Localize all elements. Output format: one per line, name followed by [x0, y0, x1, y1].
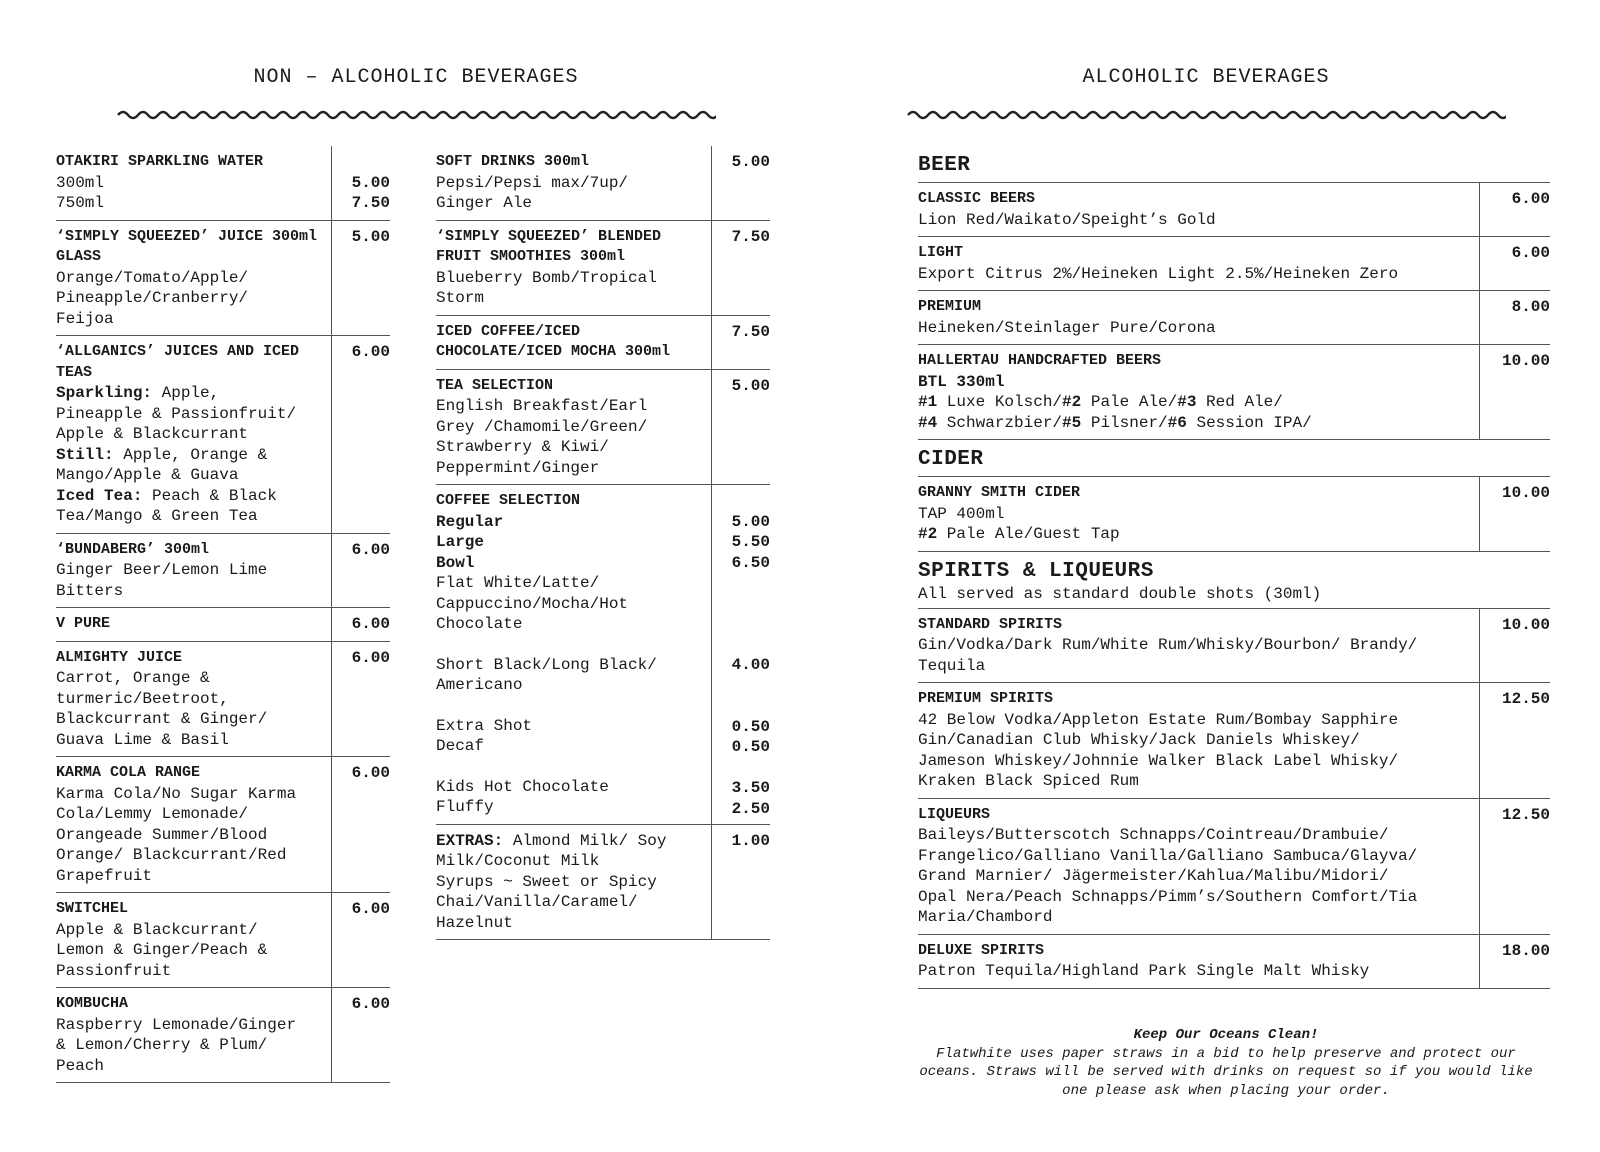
menu-item	[918, 237, 1550, 291]
item-description	[56, 534, 331, 608]
item-line: Grand Marnier/ Jägermeister/Kahlua/Malibu/Midori/	[918, 867, 1389, 885]
item-line: Pepsi/Pepsi max/7up/	[436, 173, 629, 192]
item-price: 1.00	[711, 825, 770, 940]
item-line: Gin/Canadian Club Whisky/Jack Daniels Whiskey/	[918, 731, 1360, 749]
item-line	[56, 506, 323, 527]
item-line	[436, 716, 703, 737]
item-description	[918, 683, 1479, 798]
item-line: Ginger Beer/Lemon Lime	[56, 561, 268, 579]
menu-item	[56, 988, 390, 1083]
item-line: & Lemon/Cherry & Plum/	[56, 1036, 268, 1054]
item-line: Apple & Blackcurrant/	[56, 920, 258, 939]
item-name: HALLERTAU HANDCRAFTED BEERS	[918, 352, 1162, 369]
item-price: 6.00	[331, 642, 390, 757]
item-line	[918, 413, 1471, 434]
item-price: 6.00	[331, 534, 390, 608]
non-alcoholic-column-1	[56, 146, 390, 1083]
item-text: Flat White/Latte/	[436, 574, 600, 592]
section-subtitle: All served as standard double shots (30ml)	[918, 584, 1322, 603]
item-name: OTAKIRI SPARKLING WATER	[56, 153, 264, 170]
item-name: ALMIGHTY JUICE	[56, 648, 183, 666]
item-line: turmeric/Beetroot,	[56, 689, 229, 708]
item-text: Mango/Apple & Guava	[56, 466, 239, 484]
item-label: Still:	[56, 445, 114, 464]
item-line: Karma Cola/No Sugar Karma	[56, 784, 297, 803]
item-line	[436, 797, 703, 818]
item-name: ‘BUNDABERG’ 300ml	[56, 540, 210, 558]
item-line	[56, 383, 323, 404]
item-line: Tequila	[918, 656, 986, 675]
item-line	[918, 524, 1471, 545]
item-price: 6.00	[331, 336, 390, 533]
item-line	[918, 504, 1471, 525]
item-price: 6.00	[331, 988, 390, 1082]
item-price: 6.00	[1479, 183, 1550, 236]
menu-item	[56, 221, 390, 337]
item-line	[56, 424, 323, 445]
item-line: Gin/Vodka/Dark Rum/White Rum/Whisky/Bourbon/ Brandy/	[918, 636, 1418, 654]
item-name: COFFEE SELECTION	[436, 492, 581, 509]
item-text: Apple,	[152, 384, 220, 402]
item-line: Grapefruit	[56, 866, 153, 885]
item-line: Passionfruit	[56, 961, 172, 980]
menu-item	[918, 183, 1550, 237]
item-line: Heineken/Steinlager Pure/Corona	[918, 318, 1216, 337]
item-text: Pineapple & Passionfruit/	[56, 404, 297, 423]
item-line: Feijoa	[56, 309, 114, 328]
item-description	[56, 757, 331, 892]
item-text: TAP 400ml	[918, 504, 1005, 523]
item-line: Baileys/Butterscotch Schnapps/Cointreau/Drambuie/	[918, 826, 1389, 844]
item-price: 8.00	[1479, 291, 1550, 344]
item-name: CLASSIC BEERS	[918, 190, 1036, 207]
item-line: Maria/Chambord	[918, 908, 1053, 926]
item-line: Ginger Ale	[436, 194, 533, 212]
item-line: Carrot, Orange &	[56, 669, 210, 687]
item-description	[918, 345, 1479, 439]
item-price: 7.50	[711, 221, 770, 315]
non-alcoholic-column-2	[436, 146, 770, 940]
item-description	[436, 146, 711, 220]
item-price: 5.00 5.50 6.50 4.00 0.50 0.50 3.50 2.50	[711, 485, 770, 824]
item-text: Chocolate	[436, 615, 523, 633]
item-description	[436, 316, 711, 369]
item-text: Pilsner/	[1081, 413, 1168, 432]
item-line: Export Citrus 2%/Heineken Light 2.5%/Heineken Zero	[918, 264, 1399, 283]
item-line: Blackcurrant & Ginger/	[56, 710, 268, 728]
item-name: PREMIUM SPIRITS	[918, 690, 1054, 707]
item-name: ‘ALLGANICS’ JUICES AND ICED TEAS	[56, 343, 300, 381]
item-line	[918, 372, 1471, 393]
menu-item	[918, 799, 1550, 935]
item-line	[436, 573, 703, 594]
item-name: KARMA COLA RANGE	[56, 764, 201, 781]
item-name: DELUXE SPIRITS	[918, 941, 1045, 959]
item-text: Short Black/Long Black/	[436, 655, 657, 674]
item-price: 5.00	[711, 370, 770, 485]
item-line	[436, 777, 703, 798]
item-description	[56, 988, 331, 1082]
non-alcoholic-title: NON – ALCOHOLIC BEVERAGES	[253, 66, 579, 89]
item-line	[436, 553, 703, 574]
item-name: STANDARD SPIRITS	[918, 615, 1063, 633]
item-name: LIQUEURS	[918, 805, 991, 823]
item-price: 7.50	[711, 316, 770, 369]
item-description	[56, 221, 331, 336]
item-description	[56, 893, 331, 987]
menu-item	[918, 291, 1550, 345]
menu-item	[436, 146, 770, 221]
item-line: Blueberry Bomb/Tropical	[436, 268, 657, 287]
menu-item	[56, 336, 390, 534]
wave-divider-right	[906, 108, 1506, 122]
item-text: Schwarzbier/	[937, 413, 1063, 432]
item-line	[436, 736, 703, 757]
item-line	[56, 404, 323, 425]
item-text: Milk/Coconut Milk	[436, 852, 600, 870]
item-line	[436, 831, 703, 852]
item-text: Apple & Blackcurrant	[56, 425, 249, 443]
menu-item	[918, 477, 1550, 552]
item-name: TEA SELECTION	[436, 376, 554, 394]
item-label: Iced Tea:	[56, 486, 143, 505]
item-name: GRANNY SMITH CIDER	[918, 484, 1081, 501]
item-line	[56, 445, 323, 466]
item-name: ICED COFFEE/ICED CHOCOLATE/ICED MOCHA 300ml	[436, 322, 671, 360]
item-label: BTL 330ml	[918, 372, 1005, 391]
item-price: 10.00	[1479, 345, 1550, 439]
item-text: Decaf	[436, 737, 485, 755]
item-line: Frangelico/Galliano Vanilla/Galliano Sambuca/Glayva/	[918, 846, 1418, 865]
section-heading	[918, 146, 1550, 183]
item-line	[56, 486, 323, 507]
item-name: PREMIUM	[918, 298, 982, 315]
item-line	[436, 892, 703, 913]
item-line: Storm	[436, 289, 485, 307]
item-name: SWITCHEL	[56, 900, 129, 917]
section-title: BEER	[918, 154, 971, 177]
item-line: Orange/ Blackcurrant/Red	[56, 846, 287, 864]
wave-divider-left	[116, 108, 716, 122]
item-price: 6.00	[331, 608, 390, 641]
menu-item	[56, 642, 390, 758]
item-text: Pale Ale/Guest Tap	[937, 525, 1120, 543]
item-line: Kraken Black Spiced Rum	[918, 772, 1139, 790]
item-line	[436, 675, 703, 696]
spacer	[436, 635, 703, 655]
item-text: Almond Milk/ Soy	[503, 831, 667, 850]
section-title: SPIRITS & LIQUEURS	[918, 559, 1154, 583]
item-text: Chai/Vanilla/Caramel/	[436, 893, 638, 911]
item-text: Kids Hot Chocolate	[436, 777, 609, 796]
menu-item	[918, 345, 1550, 440]
item-description	[918, 291, 1479, 344]
item-description	[918, 799, 1479, 934]
item-line: 300ml	[56, 173, 105, 192]
alcoholic-title: ALCOHOLIC BEVERAGES	[1082, 66, 1330, 89]
item-description	[436, 485, 711, 824]
menu-item	[56, 608, 390, 642]
item-price: 18.00	[1479, 935, 1550, 988]
item-description	[56, 608, 331, 641]
item-line: English Breakfast/Earl	[436, 397, 648, 415]
item-price: 5.00	[711, 146, 770, 220]
item-line: Opal Nera/Peach Schnapps/Pimm’s/Southern Comfort/Tia	[918, 887, 1418, 906]
menu-item	[436, 316, 770, 370]
item-price: 5.00	[331, 221, 390, 336]
menu-item	[436, 221, 770, 316]
item-price: 6.00	[1479, 237, 1550, 290]
item-description	[436, 825, 711, 940]
item-label: Sparkling:	[56, 384, 153, 402]
item-label: #1	[918, 393, 938, 411]
item-line	[918, 392, 1471, 413]
item-text: Hazelnut	[436, 913, 513, 932]
item-line	[436, 872, 703, 893]
menu-item	[56, 146, 390, 221]
item-line	[436, 913, 703, 934]
item-description	[918, 237, 1479, 290]
item-line	[436, 655, 703, 676]
item-line: Raspberry Lemonade/Ginger	[56, 1015, 297, 1034]
item-price: 5.00 7.50	[331, 146, 390, 220]
item-text: Red Ale/	[1196, 393, 1283, 411]
item-text: Americano	[436, 676, 523, 694]
item-description	[56, 146, 331, 220]
item-line	[436, 594, 703, 615]
item-label: #3	[1177, 393, 1197, 411]
item-text: Syrups ~ Sweet or Spicy	[436, 872, 657, 891]
item-name: SOFT DRINKS 300ml	[436, 153, 590, 170]
item-label: Bowl	[436, 553, 475, 572]
menu-item	[918, 935, 1550, 989]
item-label: Large	[436, 533, 485, 551]
item-text: Luxe Kolsch/	[937, 393, 1063, 411]
menu-item	[918, 683, 1550, 799]
item-line: 750ml	[56, 194, 105, 212]
item-price: 12.50	[1479, 799, 1550, 934]
item-line	[436, 532, 703, 553]
item-price: 10.00	[1479, 477, 1550, 551]
item-label: #4	[918, 413, 938, 432]
section-heading	[918, 440, 1550, 477]
item-line	[56, 465, 323, 486]
item-name: V PURE	[56, 615, 111, 632]
section-title: CIDER	[918, 448, 984, 471]
item-text: Fluffy	[436, 798, 494, 816]
item-price: 6.00	[331, 893, 390, 987]
item-line: Orangeade Summer/Blood	[56, 825, 268, 844]
item-line: Orange/Tomato/Apple/	[56, 268, 249, 287]
item-line: Guava Lime & Basil	[56, 730, 229, 749]
alcoholic-column	[918, 146, 1550, 989]
item-label: #6	[1167, 413, 1187, 432]
section-heading	[918, 552, 1550, 609]
spacer	[436, 757, 703, 777]
item-line: Pineapple/Cranberry/	[56, 289, 249, 307]
menu-item	[56, 534, 390, 609]
item-text: Apple, Orange &	[113, 445, 268, 464]
item-label: #2	[1062, 393, 1082, 411]
item-name: KOMBUCHA	[56, 995, 129, 1012]
item-line: Bitters	[56, 581, 124, 600]
menu-item	[436, 485, 770, 825]
item-line	[436, 851, 703, 872]
item-line	[436, 512, 703, 533]
item-line: Jameson Whiskey/Johnnie Walker Black Label Whisky/	[918, 751, 1399, 770]
item-name: ‘SIMPLY SQUEEZED’ BLENDED FRUIT SMOOTHIES 300ml	[436, 227, 662, 265]
item-text: Pale Ale/	[1081, 393, 1178, 411]
item-description	[56, 642, 331, 757]
item-price: 12.50	[1479, 683, 1550, 798]
ocean-note-text: Flatwhite uses paper straws in a bid to help preserve and protect our oceans. Straws will be served with drinks on request so if you would like one please ask when placing your order.	[919, 1045, 1533, 1099]
item-line: Peppermint/Ginger	[436, 458, 600, 477]
item-text: Extra Shot	[436, 716, 533, 735]
menu-item	[436, 825, 770, 941]
menu-item	[56, 893, 390, 988]
spacer	[436, 696, 703, 716]
menu-item	[56, 757, 390, 893]
item-line: Cola/Lemmy Lemonade/	[56, 805, 249, 823]
item-description	[918, 935, 1479, 988]
item-line: 42 Below Vodka/Appleton Estate Rum/Bombay Sapphire	[918, 710, 1399, 729]
item-description	[918, 609, 1479, 683]
item-description	[436, 370, 711, 485]
item-label: Regular	[436, 512, 504, 531]
item-text: Peach & Black	[142, 486, 277, 505]
item-line: Strawberry & Kiwi/	[436, 438, 609, 456]
item-line: Lion Red/Waikato/Speight’s Gold	[918, 210, 1216, 229]
item-label: #2	[918, 525, 938, 543]
item-text: Tea/Mango & Green Tea	[56, 507, 258, 525]
item-line: Lemon & Ginger/Peach &	[56, 941, 268, 959]
item-price: 6.00	[331, 757, 390, 892]
item-line: Patron Tequila/Highland Park Single Malt Whisky	[918, 962, 1370, 980]
ocean-note	[912, 1026, 1540, 1100]
item-text: Session IPA/	[1186, 413, 1312, 432]
item-description	[56, 336, 331, 533]
item-description	[918, 183, 1479, 236]
item-line: Grey /Chamomile/Green/	[436, 417, 648, 436]
item-description	[918, 477, 1479, 551]
item-name: ‘SIMPLY SQUEEZED’ JUICE 300ml GLASS	[56, 227, 318, 265]
item-text: Cappuccino/Mocha/Hot	[436, 594, 629, 613]
ocean-note-title: Keep Our Oceans Clean!	[1133, 1027, 1319, 1043]
item-name: LIGHT	[918, 244, 964, 261]
item-description	[436, 221, 711, 315]
item-label: EXTRAS:	[436, 831, 504, 850]
menu-item	[918, 609, 1550, 684]
item-label: #5	[1062, 413, 1082, 432]
item-price: 10.00	[1479, 609, 1550, 683]
menu-item	[436, 370, 770, 486]
item-line: Peach	[56, 1056, 105, 1075]
item-line	[436, 614, 703, 635]
